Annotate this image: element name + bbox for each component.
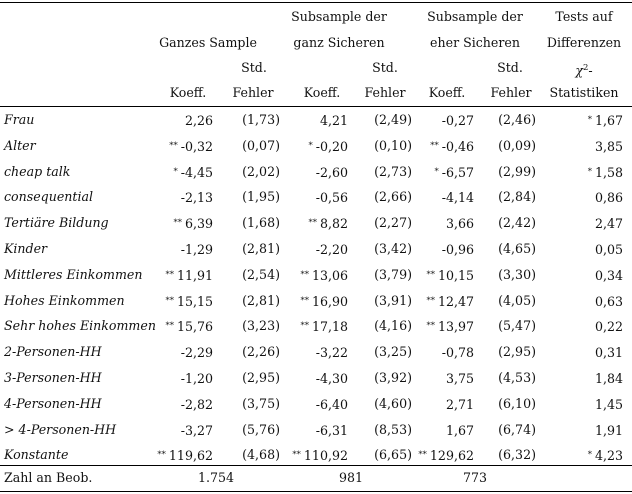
row-label: Frau <box>4 112 35 127</box>
cell-value: (2,95) <box>242 370 280 385</box>
cell-koeff-ganzes <box>178 422 213 439</box>
significance-marker: * <box>434 166 439 177</box>
header-sub-eher-line1: Subsample der <box>427 9 523 24</box>
cell-value: -0,78 <box>441 345 474 361</box>
row-label: consequential <box>4 189 94 205</box>
cell-value: 6,39 <box>184 216 213 232</box>
header-std-1: Std. <box>241 60 267 75</box>
cell-fehler-sicher <box>374 138 412 154</box>
cell-fehler-sicher <box>374 447 412 463</box>
cell-fehler-ganzes <box>242 241 280 257</box>
header-std-2: Std. <box>372 60 398 75</box>
footer-n-eher: 773 <box>462 470 488 485</box>
significance-marker: ** <box>169 140 178 151</box>
cell-value: (2,42) <box>498 215 536 231</box>
cell-fehler-sicher <box>374 344 412 360</box>
cell-fehler-sicher <box>374 112 412 128</box>
cell-value: -0,32 <box>180 138 213 154</box>
significance-marker: ** <box>165 269 174 280</box>
cell-koeff-sicher <box>300 267 348 284</box>
cell-value: 3,66 <box>445 216 474 232</box>
cell-value: (3,23) <box>242 318 280 334</box>
cell-fehler-eher <box>498 344 536 360</box>
cell-koeff-ganzes <box>165 267 213 284</box>
significance-marker: ** <box>426 295 435 306</box>
cell-value: (0,10) <box>374 137 412 153</box>
cell-koeff-sicher <box>300 318 348 335</box>
cell-koeff-sicher <box>313 164 348 181</box>
cell-value: (6,65) <box>374 447 412 463</box>
cell-value: (2,54) <box>242 266 280 282</box>
cell-fehler-sicher <box>374 241 412 257</box>
cell-value: (3,30) <box>498 266 536 282</box>
cell-value: 15,76 <box>176 319 213 335</box>
cell-value: 16,90 <box>311 293 348 309</box>
cell-value: 13,97 <box>437 319 474 335</box>
cell-value: 1,91 <box>594 422 623 438</box>
cell-value: -0,20 <box>315 138 348 154</box>
cell-value: -2,60 <box>315 164 348 180</box>
header-std-3: Std. <box>497 60 523 75</box>
cell-chi2-stat <box>592 422 623 439</box>
cell-koeff-ganzes <box>173 215 213 232</box>
cell-koeff-ganzes <box>178 241 213 258</box>
cell-fehler-sicher <box>374 189 412 205</box>
significance-marker: ** <box>418 450 427 461</box>
header-tests-line4: Statistiken <box>549 85 619 100</box>
cell-value: (4,16) <box>374 318 412 334</box>
cell-fehler-eher <box>498 164 536 180</box>
cell-koeff-ganzes <box>173 164 213 181</box>
cell-koeff-eher <box>443 370 474 387</box>
cell-value: -4,45 <box>180 164 213 180</box>
cell-koeff-ganzes <box>178 396 213 413</box>
cell-fehler-sicher <box>374 267 412 283</box>
cell-fehler-sicher <box>374 318 412 334</box>
cell-koeff-sicher <box>313 189 348 206</box>
cell-value: 1,67 <box>445 422 474 438</box>
cell-fehler-eher <box>498 112 536 128</box>
significance-marker: ** <box>157 450 166 461</box>
cell-value: 4,21 <box>319 113 348 128</box>
significance-marker: ** <box>426 269 435 280</box>
cell-fehler-ganzes <box>242 112 280 128</box>
cell-chi2-stat <box>592 189 623 206</box>
row-label: Kinder <box>4 241 48 256</box>
row-label: 3-Personen-HH <box>4 370 102 385</box>
row-label: Sehr hohes Einkommen <box>4 318 156 334</box>
cell-value: (4,60) <box>374 395 412 411</box>
cell-value: (4,65) <box>498 241 536 256</box>
significance-marker: ** <box>426 321 435 332</box>
cell-chi2-stat <box>592 138 623 155</box>
cell-fehler-eher <box>498 241 536 257</box>
cell-koeff-ganzes <box>169 138 213 155</box>
cell-value: (2,81) <box>242 241 280 256</box>
cell-value: -2,29 <box>180 345 213 361</box>
cell-value: (5,47) <box>498 318 536 334</box>
cell-chi2-stat <box>588 447 623 464</box>
cell-value: 3,85 <box>594 138 623 154</box>
cell-fehler-sicher <box>374 215 412 231</box>
cell-chi2-stat <box>592 318 623 335</box>
cell-value: (2,02) <box>242 163 280 179</box>
cell-koeff-sicher <box>313 370 348 387</box>
cell-koeff-eher <box>439 112 474 129</box>
footer-label: Zahl an Beob. <box>4 470 93 485</box>
row-label: > 4-Personen-HH <box>4 421 117 437</box>
cell-fehler-eher <box>498 267 536 283</box>
header-fehler-2: Fehler <box>364 85 406 100</box>
table-bottom-rule <box>0 491 632 492</box>
cell-koeff-eher <box>434 164 474 181</box>
cell-koeff-ganzes <box>165 293 213 310</box>
cell-value: 1,84 <box>594 371 623 386</box>
cell-fehler-eher <box>498 422 536 438</box>
cell-value: (3,79) <box>374 266 412 282</box>
cell-value: -0,96 <box>441 242 474 257</box>
significance-marker: * <box>587 115 592 125</box>
significance-marker: * <box>173 166 178 177</box>
cell-value: (1,95) <box>242 189 280 205</box>
header-sub-eher-line2: eher Sicheren <box>430 35 520 50</box>
row-label: Mittleres Einkommen <box>4 266 143 282</box>
cell-value: (2,84) <box>498 189 536 205</box>
significance-marker: ** <box>165 295 174 306</box>
header-tests-line2: Differenzen <box>546 35 622 50</box>
cell-koeff-sicher <box>313 422 348 439</box>
cell-fehler-eher <box>498 370 536 386</box>
cell-fehler-ganzes <box>242 293 280 309</box>
cell-value: (2,49) <box>374 112 412 127</box>
significance-marker: ** <box>300 295 309 306</box>
cell-fehler-ganzes <box>242 164 280 180</box>
cell-fehler-eher <box>498 189 536 205</box>
cell-fehler-eher <box>498 396 536 412</box>
header-sub-sicher-line1: Subsample der <box>291 9 387 24</box>
cell-value: -6,31 <box>315 422 348 438</box>
cell-fehler-eher <box>498 447 536 463</box>
cell-value: (2,46) <box>498 112 536 127</box>
cell-value: (6,74) <box>498 421 536 437</box>
significance-marker: ** <box>173 218 182 229</box>
cell-koeff-eher <box>439 344 474 361</box>
cell-fehler-eher <box>498 318 536 334</box>
cell-koeff-ganzes <box>182 112 213 129</box>
footer-n-sicher: 981 <box>338 470 364 485</box>
cell-value: 15,15 <box>176 293 213 309</box>
cell-value: (2,73) <box>374 163 412 179</box>
cell-chi2-stat <box>592 344 623 361</box>
cell-chi2-stat <box>592 241 623 258</box>
cell-koeff-sicher <box>300 293 348 310</box>
row-label: cheap talk <box>4 163 71 179</box>
cell-fehler-ganzes <box>242 370 280 386</box>
cell-value: (2,66) <box>374 189 412 205</box>
cell-fehler-ganzes <box>242 344 280 360</box>
header-sub-sicher-line2: ganz Sicheren <box>293 35 385 50</box>
header-chi-square: $\chi^2-$ <box>575 63 593 79</box>
cell-value: -6,40 <box>315 396 348 412</box>
cell-value: (8,53) <box>374 421 412 437</box>
cell-value: 119,62 <box>168 448 213 464</box>
cell-value: 0,31 <box>594 345 623 361</box>
cell-value: (1,73) <box>242 112 280 127</box>
cell-value: (3,75) <box>242 395 280 411</box>
cell-value: -3,27 <box>180 422 213 438</box>
header-koeff-2: Koeff. <box>303 85 341 100</box>
cell-value: 11,91 <box>176 267 213 283</box>
cell-koeff-ganzes <box>165 318 213 335</box>
cell-value: 110,92 <box>303 448 348 464</box>
significance-marker: ** <box>292 450 301 461</box>
row-label: Hohes Einkommen <box>4 292 125 308</box>
cell-koeff-sicher <box>308 138 348 155</box>
cell-value: (2,81) <box>242 292 280 308</box>
cell-koeff-sicher <box>317 112 348 129</box>
cell-value: 1,67 <box>594 113 623 128</box>
cell-fehler-sicher <box>374 396 412 412</box>
cell-value: 4,23 <box>594 448 623 464</box>
cell-value: 13,06 <box>311 267 348 283</box>
cell-value: 10,15 <box>437 267 474 283</box>
cell-value: -0,56 <box>315 190 348 206</box>
cell-fehler-eher <box>498 138 536 154</box>
cell-value: 0,05 <box>594 242 623 257</box>
significance-marker: ** <box>300 321 309 332</box>
cell-fehler-ganzes <box>242 422 280 438</box>
cell-koeff-eher <box>439 241 474 258</box>
significance-marker: ** <box>165 321 174 332</box>
cell-fehler-eher <box>498 215 536 231</box>
cell-value: -4,30 <box>315 371 348 386</box>
cell-fehler-ganzes <box>242 396 280 412</box>
cell-value: -3,22 <box>315 345 348 361</box>
significance-marker: ** <box>308 218 317 229</box>
cell-value: (4,05) <box>498 292 536 308</box>
cell-chi2-stat <box>588 164 623 181</box>
cell-value: (0,07) <box>242 137 280 153</box>
cell-value: -2,13 <box>180 190 213 206</box>
cell-value: (3,42) <box>374 241 412 256</box>
cell-value: 8,82 <box>319 216 348 232</box>
cell-value: -4,14 <box>441 190 474 206</box>
cell-value: (2,95) <box>498 344 536 360</box>
cell-fehler-eher <box>498 293 536 309</box>
cell-value: -0,27 <box>441 113 474 128</box>
footer-top-rule <box>0 465 632 466</box>
cell-koeff-sicher <box>308 215 348 232</box>
cell-chi2-stat <box>588 112 623 129</box>
cell-value: (2,26) <box>242 344 280 360</box>
cell-koeff-eher <box>426 293 474 310</box>
cell-value: (2,27) <box>374 215 412 231</box>
cell-koeff-eher <box>443 422 474 439</box>
significance-marker: * <box>308 140 313 151</box>
cell-value: 1,58 <box>594 164 623 180</box>
header-ganzes-sample: Ganzes Sample <box>159 35 257 50</box>
cell-koeff-sicher <box>313 396 348 413</box>
cell-value: (4,53) <box>498 370 536 385</box>
cell-value: 0,86 <box>594 190 623 206</box>
significance-marker: * <box>587 450 592 461</box>
row-label: 4-Personen-HH <box>4 395 102 411</box>
cell-fehler-sicher <box>374 164 412 180</box>
cell-value: -2,82 <box>180 396 213 412</box>
cell-koeff-eher <box>418 447 474 464</box>
cell-fehler-sicher <box>374 370 412 386</box>
cell-value: 1,45 <box>594 396 623 412</box>
cell-value: (3,25) <box>374 344 412 360</box>
header-fehler-1: Fehler <box>232 85 274 100</box>
header-fehler-3: Fehler <box>490 85 532 100</box>
cell-koeff-eher <box>430 138 474 155</box>
cell-value: (2,99) <box>498 163 536 179</box>
cell-chi2-stat <box>592 396 623 413</box>
cell-value: (1,68) <box>242 215 280 231</box>
cell-koeff-eher <box>443 396 474 413</box>
cell-fehler-sicher <box>374 422 412 438</box>
cell-koeff-ganzes <box>178 189 213 206</box>
cell-value: (6,10) <box>498 395 536 411</box>
cell-value: -6,57 <box>441 164 474 180</box>
row-label: Alter <box>4 137 36 153</box>
cell-koeff-eher <box>443 215 474 232</box>
row-label: Konstante <box>4 447 69 463</box>
significance-marker: * <box>587 166 592 177</box>
cell-value: 0,63 <box>594 293 623 309</box>
cell-value: 2,47 <box>594 216 623 232</box>
cell-fehler-ganzes <box>242 215 280 231</box>
cell-value: (5,76) <box>242 421 280 437</box>
cell-value: 0,34 <box>594 267 623 283</box>
cell-fehler-sicher <box>374 293 412 309</box>
cell-value: 17,18 <box>311 319 348 335</box>
cell-value: 129,62 <box>429 448 474 464</box>
row-label: Tertiäre Bildung <box>4 215 109 231</box>
cell-fehler-ganzes <box>242 189 280 205</box>
cell-fehler-ganzes <box>242 267 280 283</box>
cell-koeff-sicher <box>292 447 348 464</box>
cell-koeff-eher <box>426 318 474 335</box>
cell-value: (6,32) <box>498 447 536 463</box>
header-koeff-1: Koeff. <box>169 85 207 100</box>
cell-value: 3,75 <box>445 371 474 386</box>
header-koeff-3: Koeff. <box>428 85 466 100</box>
cell-koeff-sicher <box>313 344 348 361</box>
cell-value: 0,22 <box>594 319 623 335</box>
cell-koeff-eher <box>426 267 474 284</box>
cell-value: (3,91) <box>374 292 412 308</box>
cell-koeff-ganzes <box>157 447 213 464</box>
row-label: 2-Personen-HH <box>4 344 102 360</box>
cell-value: (0,09) <box>498 137 536 153</box>
cell-koeff-sicher <box>313 241 348 258</box>
cell-value: (3,92) <box>374 370 412 385</box>
cell-fehler-ganzes <box>242 447 280 463</box>
significance-marker: ** <box>430 140 439 151</box>
cell-value: 2,26 <box>184 113 213 128</box>
cell-chi2-stat <box>592 293 623 310</box>
table-top-rule <box>0 2 632 3</box>
cell-chi2-stat <box>592 267 623 284</box>
cell-value: 12,47 <box>437 293 474 309</box>
cell-fehler-ganzes <box>242 318 280 334</box>
significance-marker: ** <box>300 269 309 280</box>
cell-value: -2,20 <box>315 242 348 257</box>
header-bottom-rule <box>0 106 632 107</box>
header-tests-line1: Tests auf <box>555 9 613 24</box>
footer-n-ganzes: 1.754 <box>197 470 235 485</box>
cell-chi2-stat <box>592 370 623 387</box>
cell-value: -1,20 <box>180 371 213 386</box>
cell-koeff-ganzes <box>178 370 213 387</box>
cell-koeff-eher <box>439 189 474 206</box>
cell-fehler-ganzes <box>242 138 280 154</box>
cell-value: -1,29 <box>180 242 213 257</box>
cell-value: -0,46 <box>441 138 474 154</box>
cell-value: (4,68) <box>242 447 280 463</box>
cell-chi2-stat <box>592 215 623 232</box>
cell-value: 2,71 <box>445 396 474 412</box>
cell-koeff-ganzes <box>178 344 213 361</box>
